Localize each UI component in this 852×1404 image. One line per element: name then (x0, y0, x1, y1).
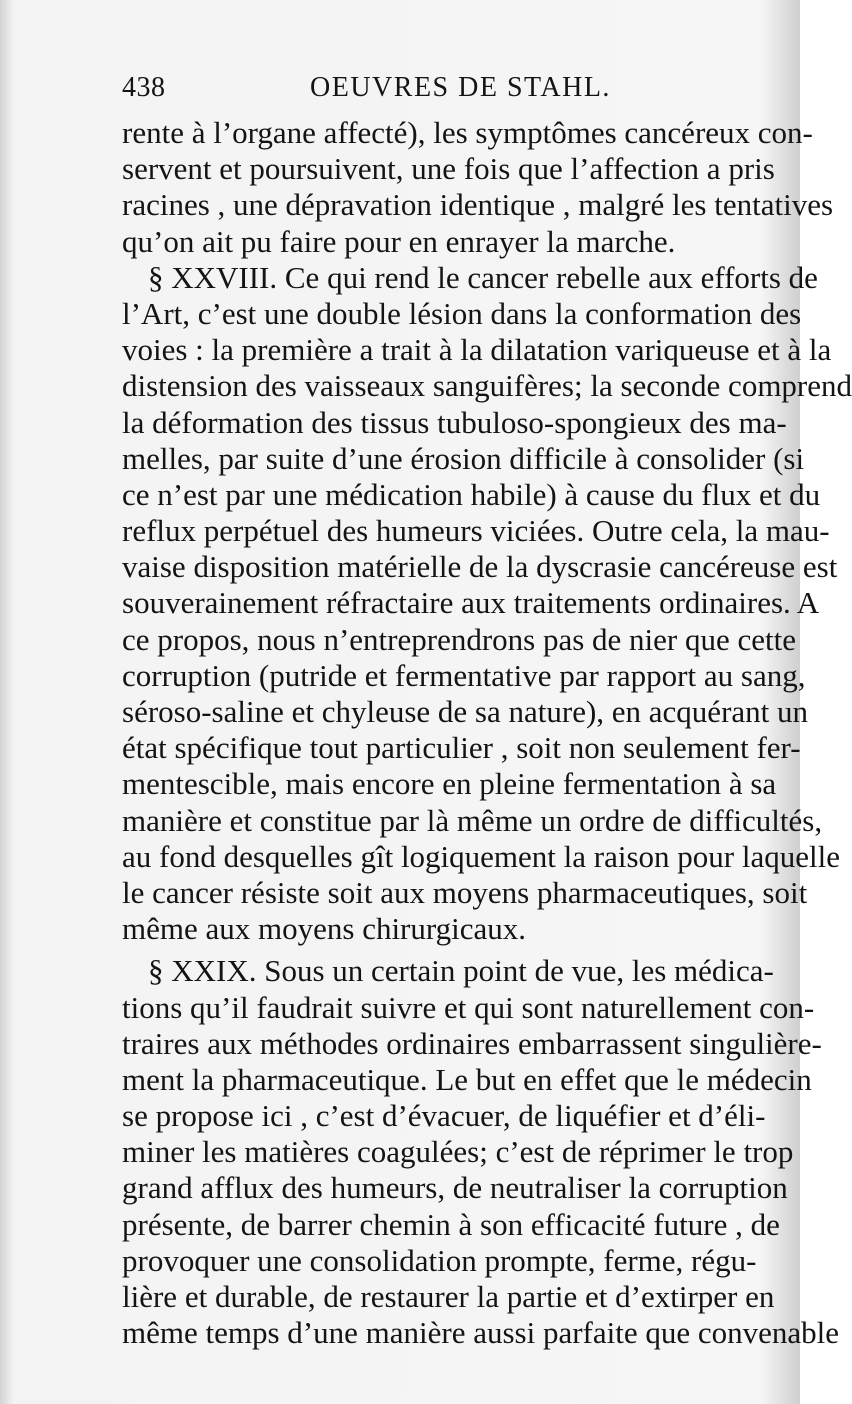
text-line: servent et poursuivent, une fois que l’affection a pris (122, 151, 775, 187)
text-line: corruption (putride et fermentative par rapport au sang, (122, 657, 806, 693)
text-line: souverainement réfractaire aux traitements ordinaires. A (122, 585, 820, 621)
text-line: voies : la première a trait à la dilatation variqueuse et à la (122, 332, 832, 368)
text-line: lière et durable, de restaurer la partie et d’extirper en (122, 1279, 775, 1314)
text-line: ment la pharmaceutique. Le but en effet que le médecin (122, 1061, 812, 1097)
text-line: melles, par suite d’une érosion difficile à consolider (si (122, 440, 805, 476)
text-line: état spécifique tout particulier , soit non seulement fer- (122, 730, 801, 766)
text-line: ce propos, nous n’entreprendrons pas de nier que cette (122, 621, 797, 657)
section-xxix-start: § XXIX. Sous un certain point de vue, les médica- (148, 953, 774, 989)
text-line: séroso-saline et chyleuse de sa nature), en acquérant un (122, 694, 809, 729)
text-line: reflux perpétuel des humeurs viciées. Outre cela, la mau- (122, 513, 830, 549)
text-line: l’Art, c’est une double lésion dans la conformation des (122, 295, 802, 331)
text-line: la déformation des tissus tubuloso-spongieux des ma- (122, 404, 787, 440)
text-line: traires aux méthodes ordinaires embarrassent singulière- (122, 1025, 822, 1061)
text-line: même aux moyens chirurgicaux. (122, 911, 527, 947)
text-line: vaise disposition matérielle de la dyscrasie cancéreuse est (122, 549, 838, 585)
text-line: se propose ici , c’est d’évacuer, de liquéfier et d’éli- (122, 1098, 766, 1134)
body-text (122, 115, 852, 1351)
running-title: OEUVRES DE STAHL. (310, 72, 611, 103)
text-line: racines , une dépravation identique , malgré les tentatives (122, 187, 834, 223)
text-line: manière et constitue par là même un ordre de difficultés, (122, 802, 823, 838)
text-line: au fond desquelles gît logiquement la raison pour laquelle (122, 838, 840, 874)
text-line: provoquer une consolidation prompte, ferme, régu- (122, 1242, 757, 1278)
text-line: présente, de barrer chemin à son efficacité future , de (122, 1206, 780, 1242)
text-line: tions qu’il faudrait suivre et qui sont naturellement con- (122, 989, 815, 1025)
text-line: miner les matières coagulées; c’est de réprimer le trop (122, 1134, 794, 1170)
text-line: grand afflux des humeurs, de neutraliser la corruption (122, 1170, 788, 1206)
text-line: même temps d’une manière aussi parfaite que convenable (122, 1315, 840, 1351)
text-line: rente à l’organe affecté), les symptômes cancéreux con- (122, 115, 813, 150)
text-line: distension des vaisseaux sanguifères; la seconde comprend (122, 368, 852, 404)
text-line: ce n’est par une médication habile) à cause du flux et du (122, 476, 821, 512)
section-xxviii-start: § XXVIII. Ce qui rend le cancer rebelle aux efforts de (148, 259, 818, 295)
text-line: le cancer résiste soit aux moyens pharmaceutiques, soit (122, 874, 808, 910)
text-line: mentescible, mais encore en pleine fermentation à sa (122, 766, 777, 802)
page-number: 438 (122, 72, 166, 103)
running-head (122, 72, 730, 112)
text-line: qu’on ait pu faire pour en enrayer la marche. (122, 223, 676, 259)
